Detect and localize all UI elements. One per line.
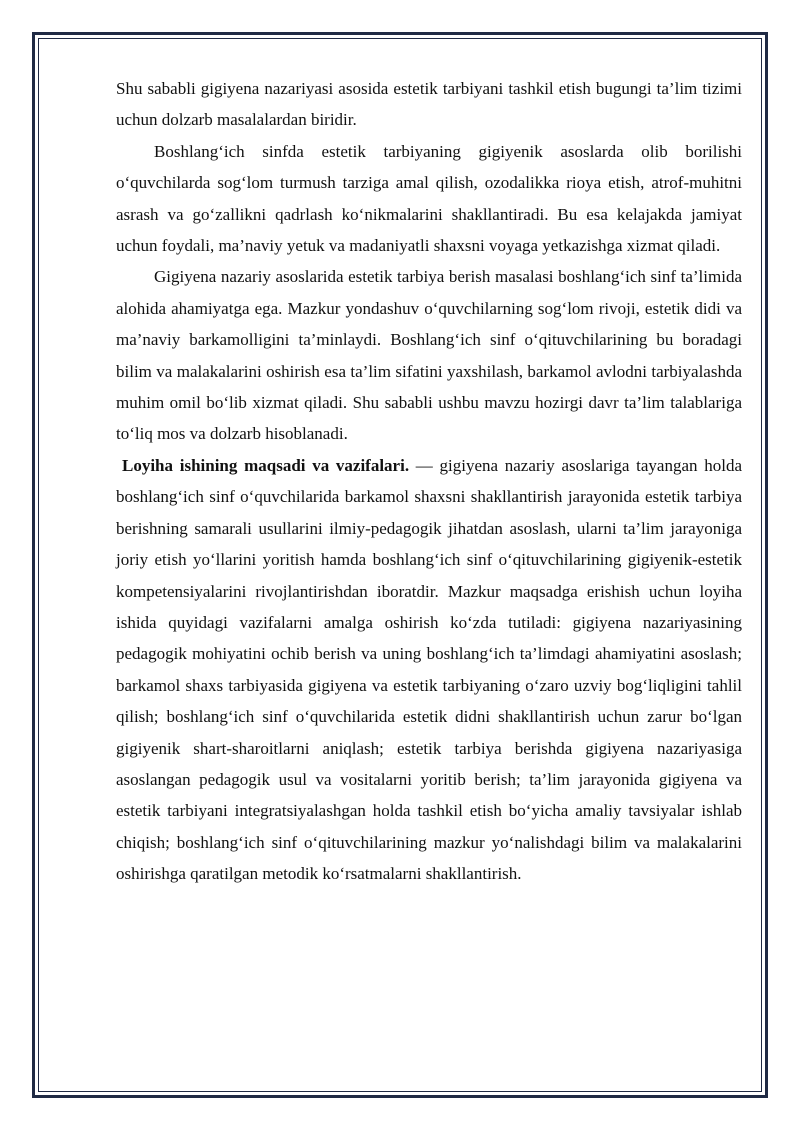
document-body	[116, 73, 742, 890]
paragraph-goals	[116, 450, 742, 890]
paragraph-relevance: Gigiyena nazariy asoslarida estetik tarbiya berish masalasi boshlang‘ich sinf ta’limida alohida ahamiyatga ega. Mazkur yondashuv o‘quvchilarning sog‘lom rivoji, estetik didi va ma’naviy barkamolligini ta’minlaydi. Boshlang‘ich sinf o‘qituvchilarining bu boradagi bilim va malakalarini oshirish esa ta’lim sifatini yaxshilash, barkamol avlodni tarbiyalashda muhim omil bo‘lib xizmat qiladi. Shu sababli ushbu mavzu hozirgi davr ta’lim talablariga to‘liq mos va dolzarb hisoblanadi.	[116, 267, 742, 444]
paragraph-aesthetic-hygiene: Boshlang‘ich sinfda estetik tarbiyaning gigiyenik asoslarda olib borilishi o‘quvchilarda sog‘lom turmush tarziga amal qilish, ozodalikka rioya etish, atrof-muhitni asrash va go‘zallikni qadrlash ko‘nikmalarini shakllantiradi. Bu esa kelajakda jamiyat uchun foydali, ma’naviy yetuk va madaniyatli shaxsni voyaga yetkazishga xizmat qiladi.	[116, 141, 742, 256]
paragraph-intro: Shu sababli gigiyena nazariyasi asosida estetik tarbiyani tashkil etish bugungi ta’lim tizimi uchun dolzarb masalalardan biridir.	[116, 79, 742, 130]
goals-heading: Loyiha ishining maqsadi va vazifalari.	[122, 455, 410, 475]
goals-body: — gigiyena nazariy asoslariga tayangan holda boshlang‘ich sinf o‘quvchilarida barkamol shaxsni shakllantirish jarayonida estetik tarbiya berishning samarali usullarini ilmiy-pedagogik jihatdan asoslash, ularni ta’lim jarayoniga joriy etish yo‘llarini yoritish hamda boshlang‘ich sinf o‘qituvchilarining gigiyenik-estetik kompetensiyalarini rivojlantirishdan iboratdir. Mazkur maqsadga erishish uchun loyiha ishida quyidagi vazifalarni amalga oshirish ko‘zda tutiladi: gigiyena nazariyasining pedagogik mohiyatini ochib berish va uning boshlang‘ich ta’limdagi ahamiyatini asoslash; barkamol shaxs tarbiyasida gigiyena va estetik tarbiyaning o‘zaro uzviy bog‘liqligini tahlil qilish; boshlang‘ich sinf o‘quvchilarida estetik didni shakllantirish uchun zarur bo‘lgan gigiyenik shart-sharoitlarni aniqlash; estetik tarbiya berishda gigiyena nazariyasiga asoslangan pedagogik usul va vositalarni yoritib berish; ta’lim jarayonida gigiyena va estetik tarbiyani integratsiyalashgan holda tashkil etish bo‘yicha amaliy tavsiyalar ishlab chiqish; boshlang‘ich sinf o‘qituvchilarining mazkur yo‘nalishdagi bilim va malakalarini oshirishga qaratilgan metodik ko‘rsatmalarni shakllantirish.	[116, 455, 742, 884]
